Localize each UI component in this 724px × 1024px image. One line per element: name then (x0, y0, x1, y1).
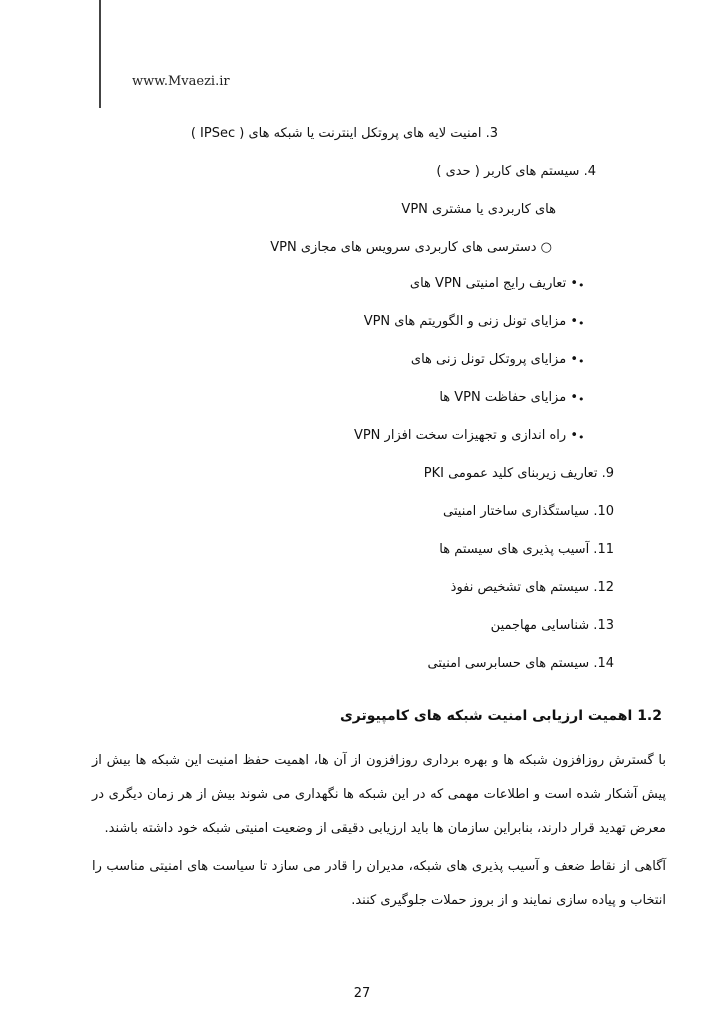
paragraph: آگاهی از نقاط ضعف و آسیب پذیری های شبکه، مدیران را قادر می سازد تا سیاست های امنیتی مناسب را انتخاب و پیاده سازی نمایند و از بروز حملات جلوگیری کنند. (92, 859, 666, 908)
section-heading: 1.2 اهمیت ارزیابی امنیت شبکه های کامپیوتری (339, 708, 662, 724)
toc-line: ○ دسترسی های کاربردی سرویس های مجازی VPN (270, 240, 552, 255)
toc-line: 9. تعاریف زیربنای کلید عمومی PKI (423, 466, 614, 481)
bullet-icon: • (578, 279, 585, 292)
paragraph: با گسترش روزافزون شبکه ها و بهره برداری روزافزون از آن ها، اهمیت حفظ امنیت این شبکه ها بیش از پیش آشکار شده است و اطلاعات مهمی که در این شبکه ها نگهداری می شوند بیش از هر زمان دیگری در معرض تهدید قرار دارند، بنابراین سازمان ها باید ارزیابی دقیقی از وضعیت امنیتی شبکه خود داشته باشند. (92, 753, 666, 836)
toc-line: VPN های کاربردی یا مشتری (401, 202, 556, 217)
toc-line: 4. سیستم های کاربر ( حدی ) (436, 164, 596, 179)
bullet-icon: • (578, 431, 585, 444)
margin-rule (99, 0, 101, 108)
page-number: 27 (353, 986, 371, 1001)
toc-line: 10. سیاستگذاری ساختار امنیتی (443, 504, 614, 519)
site-url: www.Mvaezi.ir (132, 74, 230, 89)
toc-line: 12. سیستم های تشخیص نفوذ (450, 580, 614, 595)
toc-line: 3. امنیت لایه های پروتکل اینترنت یا شبکه های ( IPSec ) (190, 126, 498, 141)
toc-bullet-line: • مزایای تونل زنی و الگوریتم های VPN (363, 314, 578, 329)
toc-bullet-line: • تعاریف رایج امنیتی VPN های (409, 276, 578, 291)
toc-line: 11. آسیب پذیری های سیستم ها (439, 542, 614, 557)
body-text (92, 744, 666, 922)
toc-bullet-line: • مزایای حفاظت VPN ها (439, 390, 578, 405)
bullet-icon: • (578, 355, 585, 368)
toc-line: 14. سیستم های حسابرسی امنیتی (427, 656, 614, 671)
bullet-icon: • (578, 317, 585, 330)
bullet-icon: • (578, 393, 585, 406)
toc-bullet-line: • راه اندازی و تجهیزات سخت افزار VPN (353, 428, 578, 443)
toc-line: 13. شناسایی مهاجمین (490, 618, 614, 633)
toc-bullet-line: • مزایای پروتکل تونل زنی های (410, 352, 578, 367)
